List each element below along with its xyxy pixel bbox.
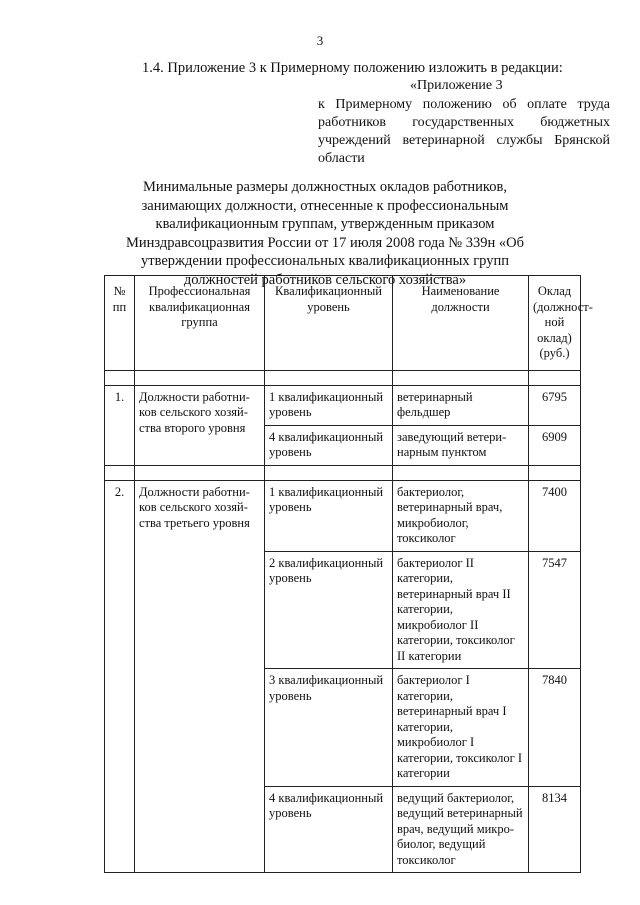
position-cell: бактериолог II категории, ветеринарный врач II категории, микробиолог II категории, токсиколог II категории — [393, 551, 529, 669]
table-header-row — [105, 276, 581, 371]
salary-cell: 6909 — [529, 425, 581, 465]
group-name: Должности работни-ков сельского хозяй-ства второго уровня — [135, 385, 265, 465]
appendix-heading: «Приложение 3 — [410, 78, 503, 93]
salary-cell: 7840 — [529, 669, 581, 787]
header-position: Наименование должности — [393, 276, 529, 371]
salary-cell: 7400 — [529, 480, 581, 551]
page-number: 3 — [316, 33, 324, 48]
position-cell: ведущий бактериолог, ведущий ветеринарный врач, ведущий микро-биолог, ведущий токсиколог — [393, 786, 529, 873]
spacer-row — [105, 465, 581, 480]
table-row — [105, 480, 581, 551]
group-num: 1. — [105, 385, 135, 465]
group-name: Должности работни-ков сельского хозяй-ства третьего уровня — [135, 480, 265, 873]
salary-cell: 6795 — [529, 385, 581, 425]
level-cell: 4 квалификационный уровень — [265, 786, 393, 873]
appendix-text: к Примерному положению об оплате труда работников государственных бюджетных учреждений ветеринарной службы Брянской области — [318, 97, 610, 166]
document-title: Минимальные размеры должностных окладов работников, занимающих должности, отнесенные к профессиональным квалификационным группам, утвержденным приказом Минздравсоцразвития России от 17 июля 2008 года № 339н «Об утверждении профессиональных квалификационных групп должностей работников сельского хозяйства» — [126, 179, 524, 288]
group-num: 2. — [105, 480, 135, 873]
level-cell: 1 квалификационный уровень — [265, 385, 393, 425]
level-cell: 1 квалификационный уровень — [265, 480, 393, 551]
level-cell: 2 квалификационный уровень — [265, 551, 393, 669]
salary-table — [104, 275, 593, 873]
salary-cell: 7547 — [529, 551, 581, 669]
header-num: № пп — [105, 276, 135, 371]
position-cell: заведующий ветери-нарным пунктом — [393, 425, 529, 465]
salary-cell: 8134 — [529, 786, 581, 873]
spacer-row — [105, 370, 581, 385]
level-cell: 4 квалификационный уровень — [265, 425, 393, 465]
table-row — [105, 385, 581, 425]
level-cell: 3 квалификационный уровень — [265, 669, 393, 787]
position-cell: бактериолог, ветеринарный врач, микробиолог, токсиколог — [393, 480, 529, 551]
header-group: Профессиональная квалификационная группа — [135, 276, 265, 371]
header-salary: Оклад (должност-ной оклад) (руб.) — [529, 276, 581, 371]
header-level: Квалификационный уровень — [265, 276, 393, 371]
position-cell: ветеринарный фельдшер — [393, 385, 529, 425]
position-cell: бактериолог I категории, ветеринарный врач I категории, микробиолог I категории, токсиколог I категории — [393, 669, 529, 787]
intro-line: 1.4. Приложение 3 к Примерному положению изложить в редакции: — [142, 60, 563, 76]
